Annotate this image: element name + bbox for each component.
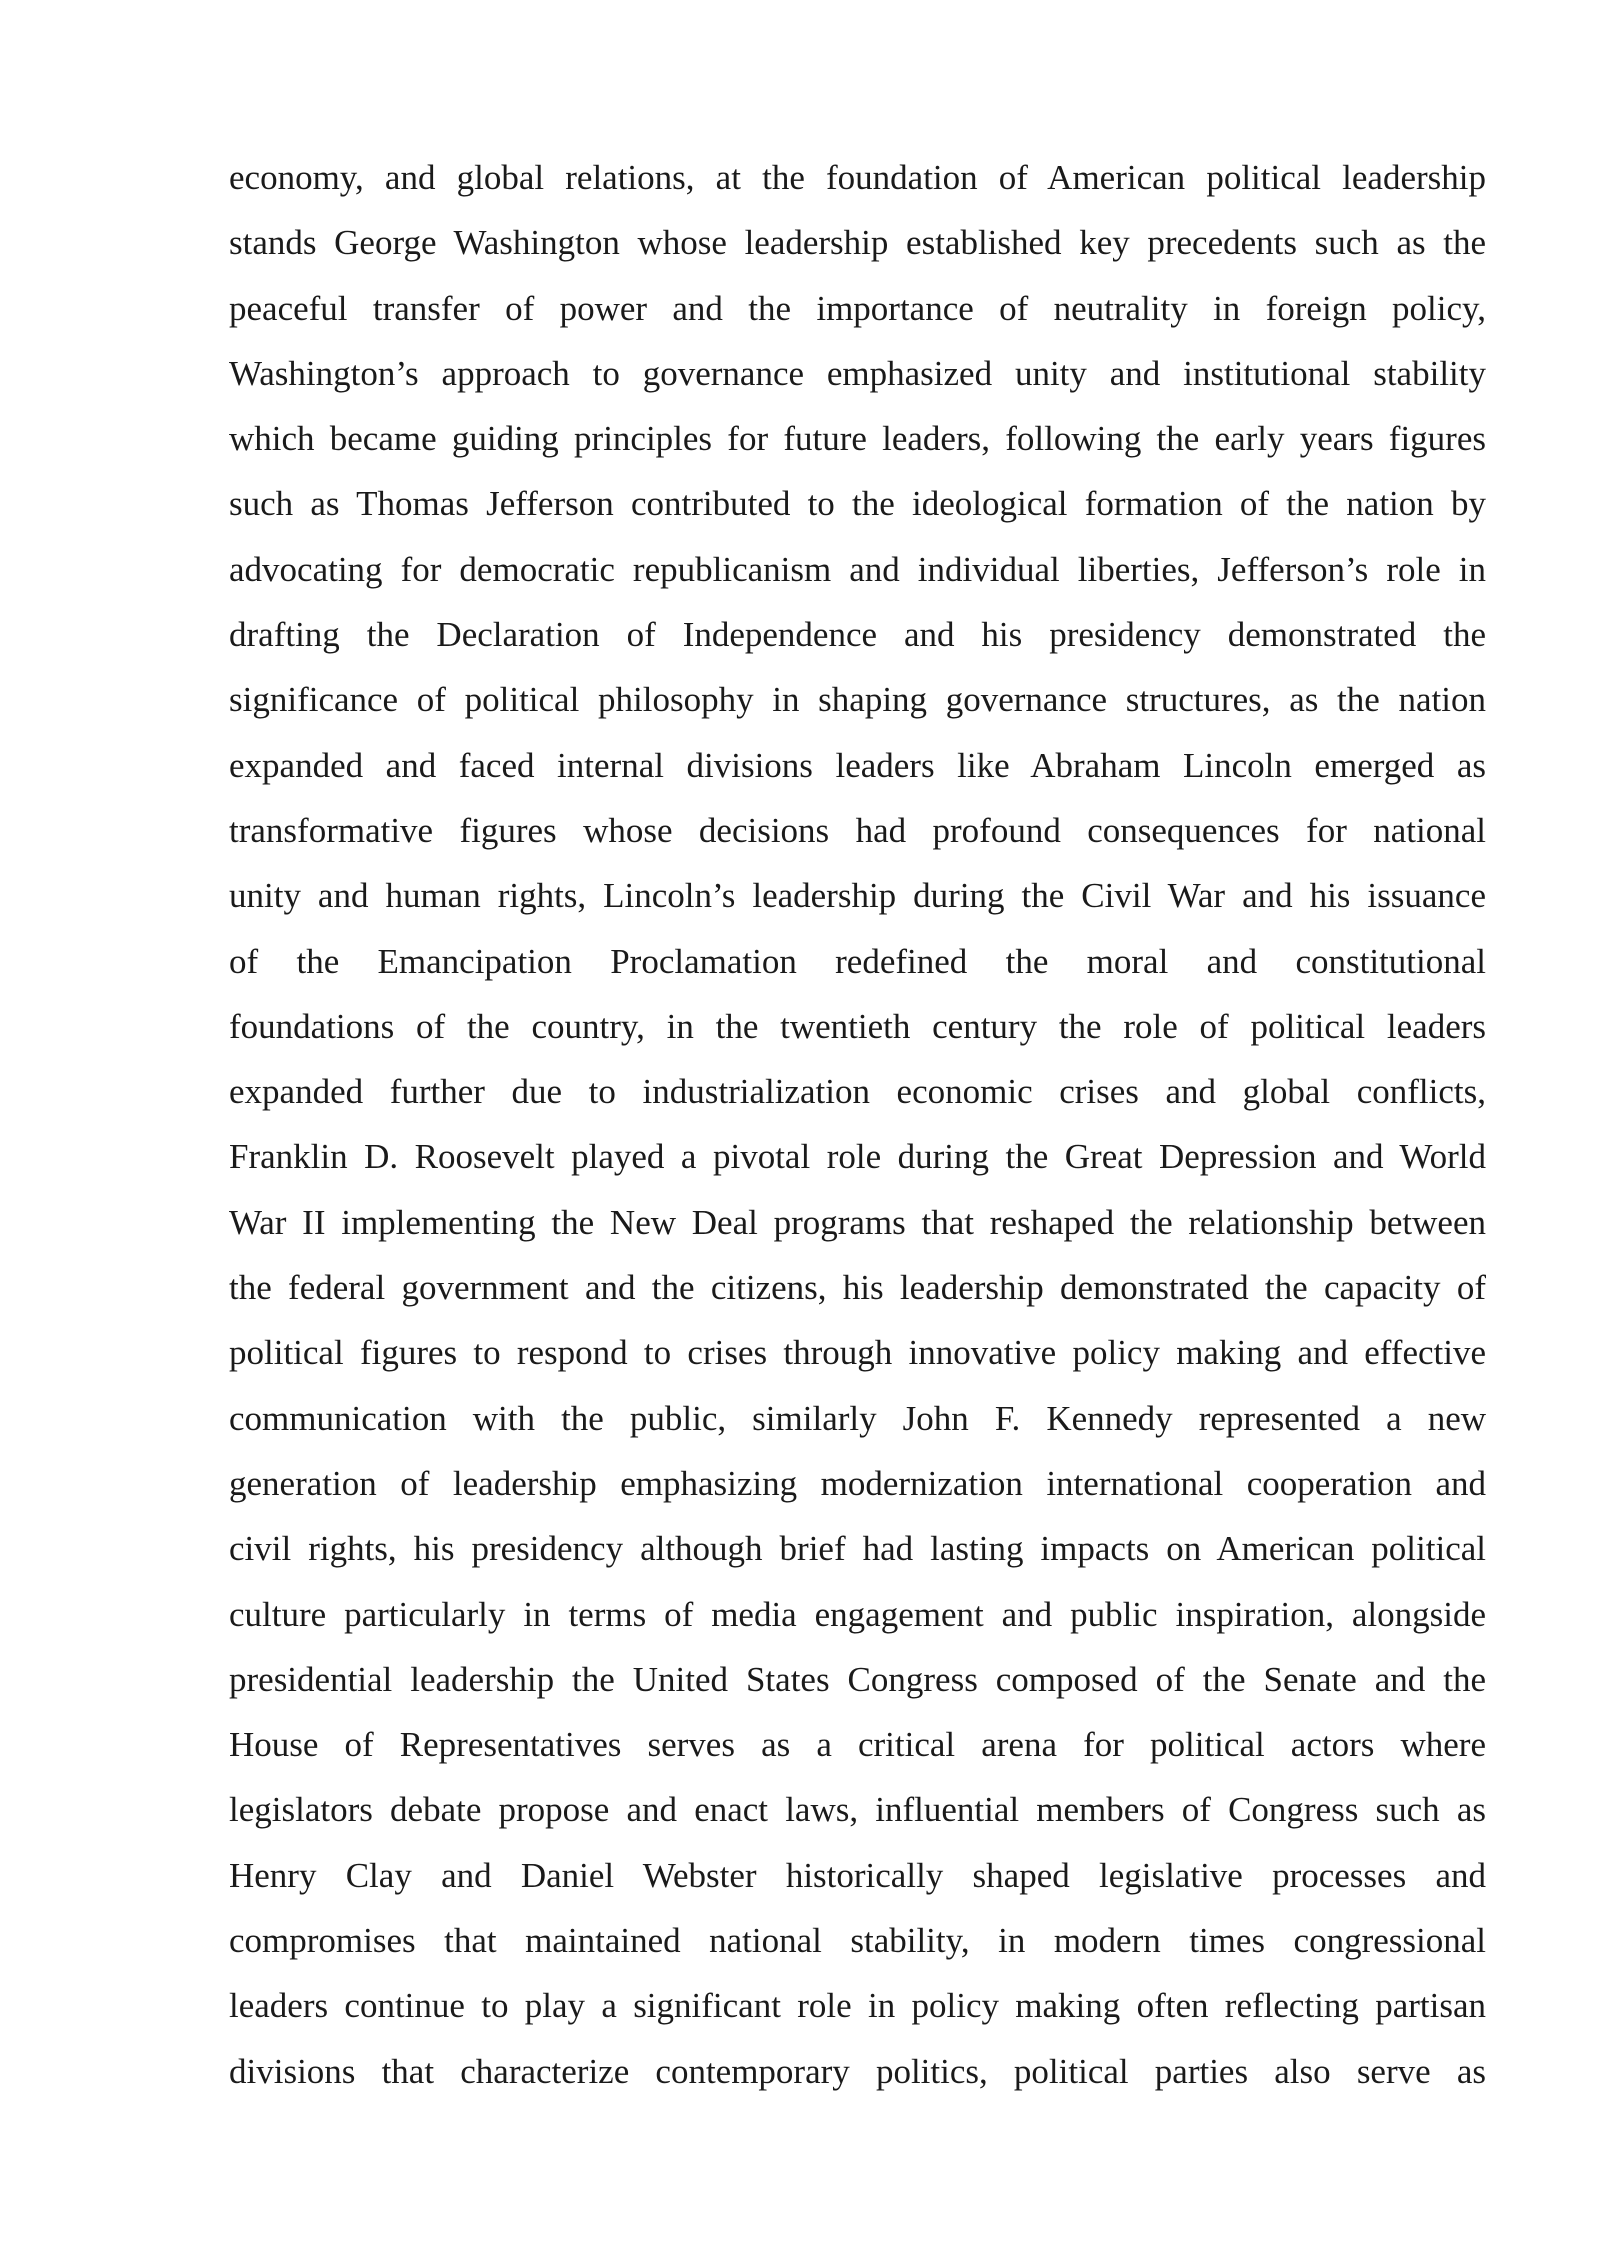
text-line: culture particularly in terms of media engagement and public inspiration, alongside bbox=[229, 1594, 1486, 1634]
text-line: which became guiding principles for future leaders, following the early years figures bbox=[229, 419, 1486, 459]
body-paragraph bbox=[229, 145, 1486, 2104]
text-line: Franklin D. Roosevelt played a pivotal role during the Great Depression and World bbox=[229, 1137, 1486, 1177]
text-line: significance of political philosophy in shaping governance structures, as the nation bbox=[229, 680, 1486, 720]
text-line: civil rights, his presidency although brief had lasting impacts on American political bbox=[229, 1529, 1486, 1569]
text-line: peaceful transfer of power and the importance of neutrality in foreign policy, bbox=[229, 288, 1486, 328]
text-line: generation of leadership emphasizing modernization international cooperation and bbox=[229, 1463, 1486, 1503]
text-line: political figures to respond to crises through innovative policy making and effective bbox=[229, 1333, 1486, 1373]
text-line: leaders continue to play a significant role in policy making often reflecting partisan bbox=[229, 1986, 1486, 2026]
text-line: Henry Clay and Daniel Webster historically shaped legislative processes and bbox=[229, 1855, 1486, 1895]
text-line: of the Emancipation Proclamation redefined the moral and constitutional bbox=[229, 941, 1486, 981]
text-line: the federal government and the citizens, his leadership demonstrated the capacity of bbox=[229, 1268, 1486, 1308]
text-line: War II implementing the New Deal programs that reshaped the relationship between bbox=[229, 1202, 1486, 1242]
text-line: expanded and faced internal divisions leaders like Abraham Lincoln emerged as bbox=[229, 745, 1486, 785]
text-line: expanded further due to industrialization economic crises and global conflicts, bbox=[229, 1072, 1486, 1112]
text-line: advocating for democratic republicanism and individual liberties, Jefferson’s role in bbox=[229, 549, 1486, 589]
text-line: economy, and global relations, at the foundation of American political leadership bbox=[229, 158, 1486, 197]
text-line: presidential leadership the United States Congress composed of the Senate and the bbox=[229, 1659, 1486, 1699]
text-line: stands George Washington whose leadership established key precedents such as the bbox=[229, 223, 1486, 263]
text-line: such as Thomas Jefferson contributed to the ideological formation of the nation by bbox=[229, 484, 1486, 524]
text-line: drafting the Declaration of Independence and his presidency demonstrated the bbox=[229, 615, 1486, 655]
text-line: foundations of the country, in the twentieth century the role of political leaders bbox=[229, 1006, 1486, 1046]
text-line: Washington’s approach to governance emphasized unity and institutional stability bbox=[229, 353, 1486, 393]
text-line: unity and human rights, Lincoln’s leadership during the Civil War and his issuance bbox=[229, 876, 1486, 916]
text-line: communication with the public, similarly John F. Kennedy represented a new bbox=[229, 1398, 1486, 1438]
text-line: divisions that characterize contemporary politics, political parties also serve as bbox=[229, 2051, 1486, 2091]
text-line: transformative figures whose decisions had profound consequences for national bbox=[229, 810, 1486, 850]
text-line: compromises that maintained national stability, in modern times congressional bbox=[229, 1921, 1486, 1961]
text-line: legislators debate propose and enact laws, influential members of Congress such as bbox=[229, 1790, 1486, 1830]
text-line: House of Representatives serves as a critical arena for political actors where bbox=[229, 1725, 1486, 1765]
